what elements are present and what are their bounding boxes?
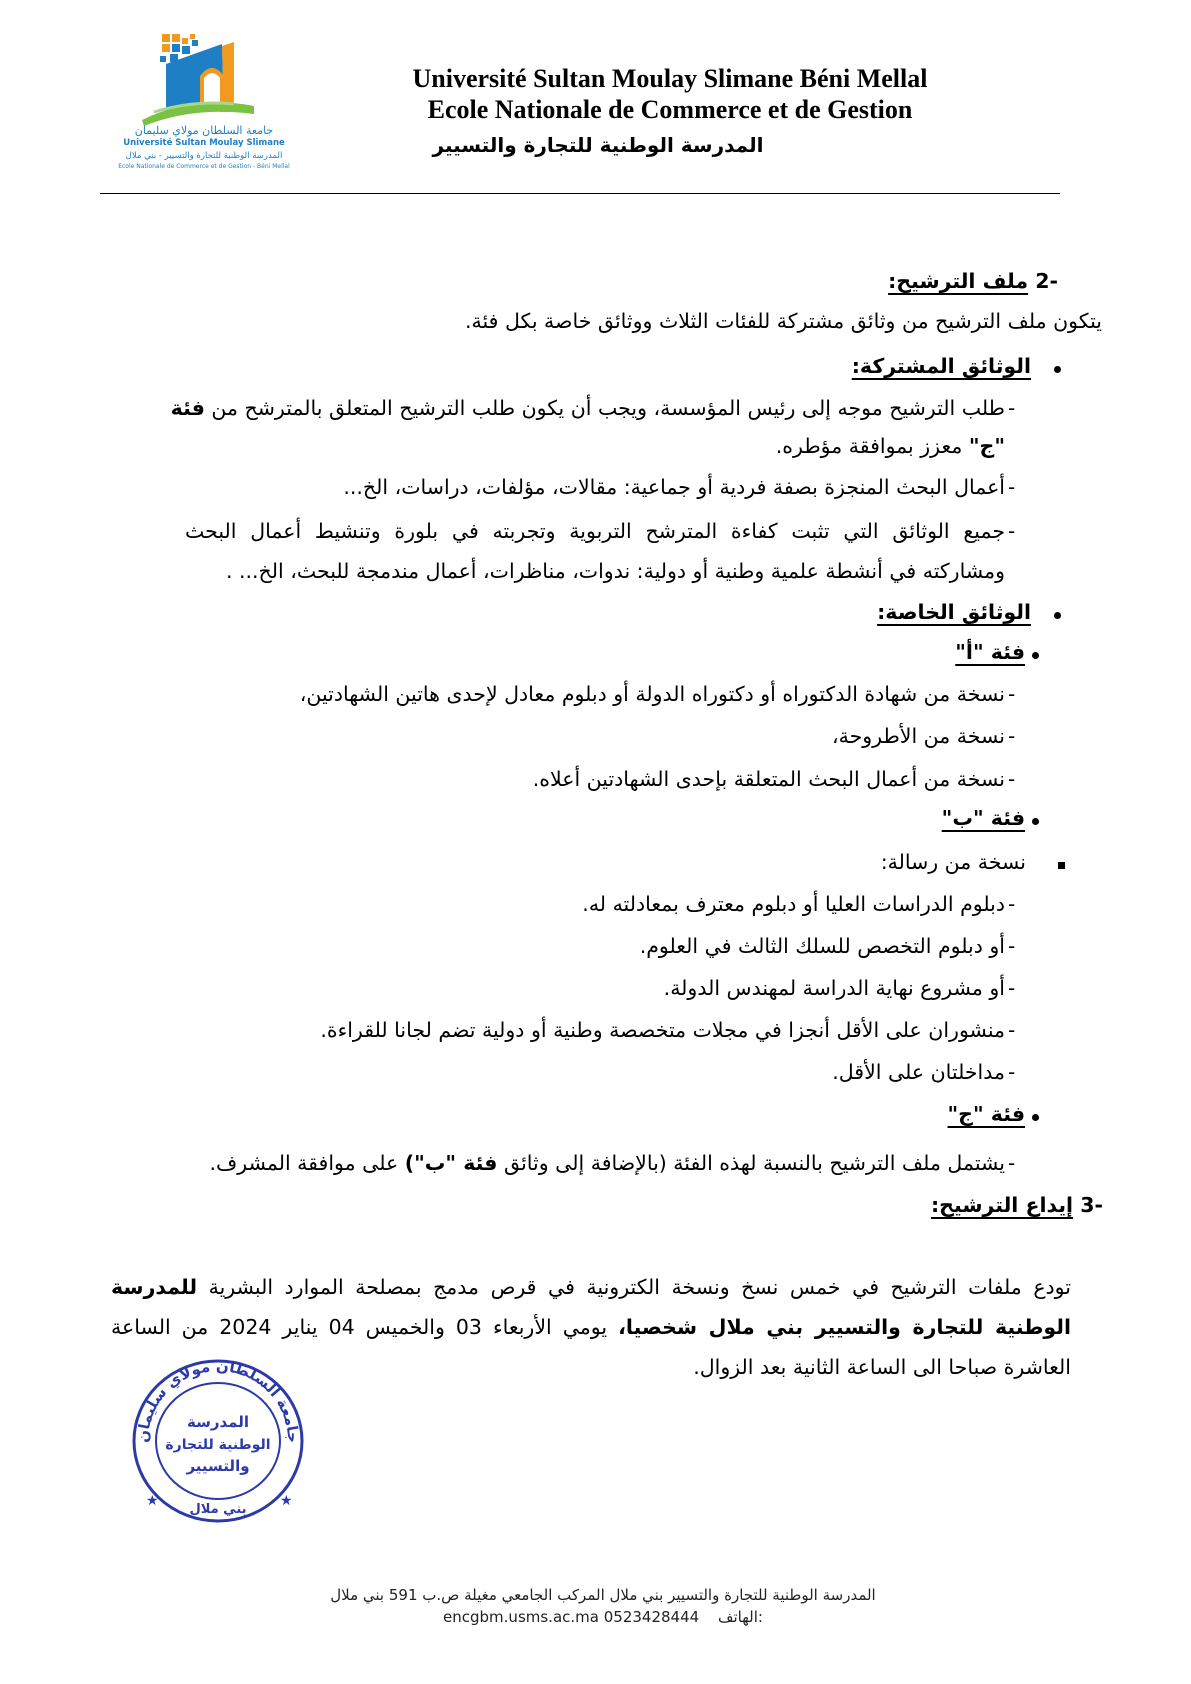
dash-bullet: - [1008,934,1016,958]
dash-bullet: - [1008,976,1016,1000]
bullet-dot [1032,818,1039,825]
official-stamp [128,1355,308,1527]
dash-bullet: - [1008,682,1016,706]
deposit-line-1: تودع ملفات الترشيح في خمس نسخ ونسخة الكترونية في قرص مدمج بمصلحة الموارد البشرية للمدرسة [111,1275,1071,1299]
common-item-1-cont: "ج" معزز بموافقة مؤطره. [775,434,1005,458]
common-item-3-cont: ومشاركته في أنشطة علمية وطنية أو دولية: ندوات، مناظرات، أعمال مندمجة للبحث، الخ... . [225,559,1005,583]
cat-c-item: يشتمل ملف الترشيح بالنسبة لهذه الفئة (بالإضافة إلى وثائق فئة "ب") على موافقة المشرف. [209,1151,1005,1175]
footer-website[interactable]: encgbm.usms.ac.ma [443,1608,599,1626]
section-2-heading: -2 ملف الترشيح: [888,269,1058,293]
dash-bullet: - [1008,1018,1016,1042]
dash-bullet: - [1008,396,1016,420]
logo-school-fr: Ecole Nationale de Commerce et de Gestion - Béni Mellal [118,163,290,170]
common-docs-title: الوثائق المشتركة: [851,354,1031,378]
header-divider [100,193,1060,194]
bullet-dot [1054,612,1061,619]
school-name-ar: المدرسة الوطنية للتجارة والتسيير [432,133,764,157]
deposit-line-2: الوطنية للتجارة والتسيير بني ملال شخصيا، يومي الأربعاء 03 والخميس 04 يناير 2024 من الساعة [111,1315,1071,1339]
common-item-2: أعمال البحث المنجزة بصفة فردية أو جماعية: مقالات، مؤلفات، دراسات، الخ... [343,475,1005,499]
university-name: Université Sultan Moulay Slimane Béni Mellal [412,64,928,93]
cat-b-item-5: مداخلتان على الأقل. [832,1060,1005,1084]
footer-phone-label: الهاتف: [717,1608,763,1626]
cat-b-subtitle: نسخة من رسالة: [880,850,1026,874]
star-icon: ★ [146,1493,159,1509]
cat-b-item-2: أو دبلوم التخصص للسلك الثالث في العلوم. [639,934,1005,958]
bullet-dot [1054,366,1061,373]
dash-bullet: - [1008,1060,1016,1084]
footer-contact [318,1608,888,1626]
section-3-heading: -3 إيداع الترشيح: [930,1193,1103,1217]
logo-text-ar: جامعة السلطان مولاي سليمان [134,124,274,137]
category-c-title: فئة "ج" [947,1102,1025,1126]
cat-b-item-1: دبلوم الدراسات العليا أو دبلوم معترف بمعادلته له. [582,892,1005,916]
common-item-3: جميع الوثائق التي تثبت كفاءة المترشح التربوية وتجربته في بلورة وتنشيط أعمال البحث [185,519,1005,543]
school-name: Ecole Nationale de Commerce et de Gestion [427,95,913,124]
stamp-ring-text: جامعة السلطان مولاي سليمان [133,1356,303,1444]
dash-bullet: - [1008,1151,1016,1175]
bullet-dot [1032,1114,1039,1121]
stamp-line-2: الوطنية للتجارة [165,1437,271,1453]
star-icon: ★ [280,1493,293,1509]
stamp-line-3: والتسيير [186,1457,250,1475]
stamp-line-1: المدرسة [187,1413,249,1431]
category-a-title: فئة "أ" [955,640,1025,664]
section-2-intro: يتكون ملف الترشيح من وثائق مشتركة للفئات الثلاث ووثائق خاصة بكل فئة. [464,309,1102,333]
cat-a-item-3: نسخة من أعمال البحث المتعلقة بإحدى الشهادتين أعلاه. [532,767,1005,791]
cat-a-item-1: نسخة من شهادة الدكتوراه أو دكتوراه الدولة أو دبلوم معادل لإحدى هاتين الشهادتين، [299,682,1005,706]
footer-address: المدرسة الوطنية للتجارة والتسيير بني ملال المركب الجامعي مغيلة ص.ب 591 بني ملال [330,1586,876,1604]
stamp-bottom: بني ملال [189,1502,247,1517]
dash-bullet: - [1008,767,1016,791]
cat-b-item-4: منشوران على الأقل أنجزا في مجلات متخصصة وطنية أو دولية تضم لجانا للقراءة. [320,1018,1005,1042]
bullet-dot [1032,652,1039,659]
common-item-1: طلب الترشيح موجه إلى رئيس المؤسسة، ويجب أن يكون طلب الترشيح المتعلق بالمترشح من فئة [170,396,1005,420]
specific-docs-title: الوثائق الخاصة: [877,600,1031,624]
dash-bullet: - [1008,724,1016,748]
deposit-line-3: العاشرة صباحا الى الساعة الثانية بعد الزوال. [693,1355,1071,1379]
cat-a-item-2: نسخة من الأطروحة، [831,724,1005,748]
footer-phone: 0523428444 [603,1608,700,1626]
school-logo [104,32,304,174]
dash-bullet: - [1008,892,1016,916]
logo-text-fr: Université Sultan Moulay Slimane [123,138,285,148]
dash-bullet: - [1008,475,1016,499]
dash-bullet: - [1008,519,1016,543]
square-bullet [1058,862,1065,869]
cat-b-item-3: أو مشروع نهاية الدراسة لمهندس الدولة. [663,976,1005,1000]
logo-school-ar: المدرسة الوطنية للتجارة والتسيير - بني ملال [125,151,283,161]
category-b-title: فئة "ب" [941,806,1025,830]
